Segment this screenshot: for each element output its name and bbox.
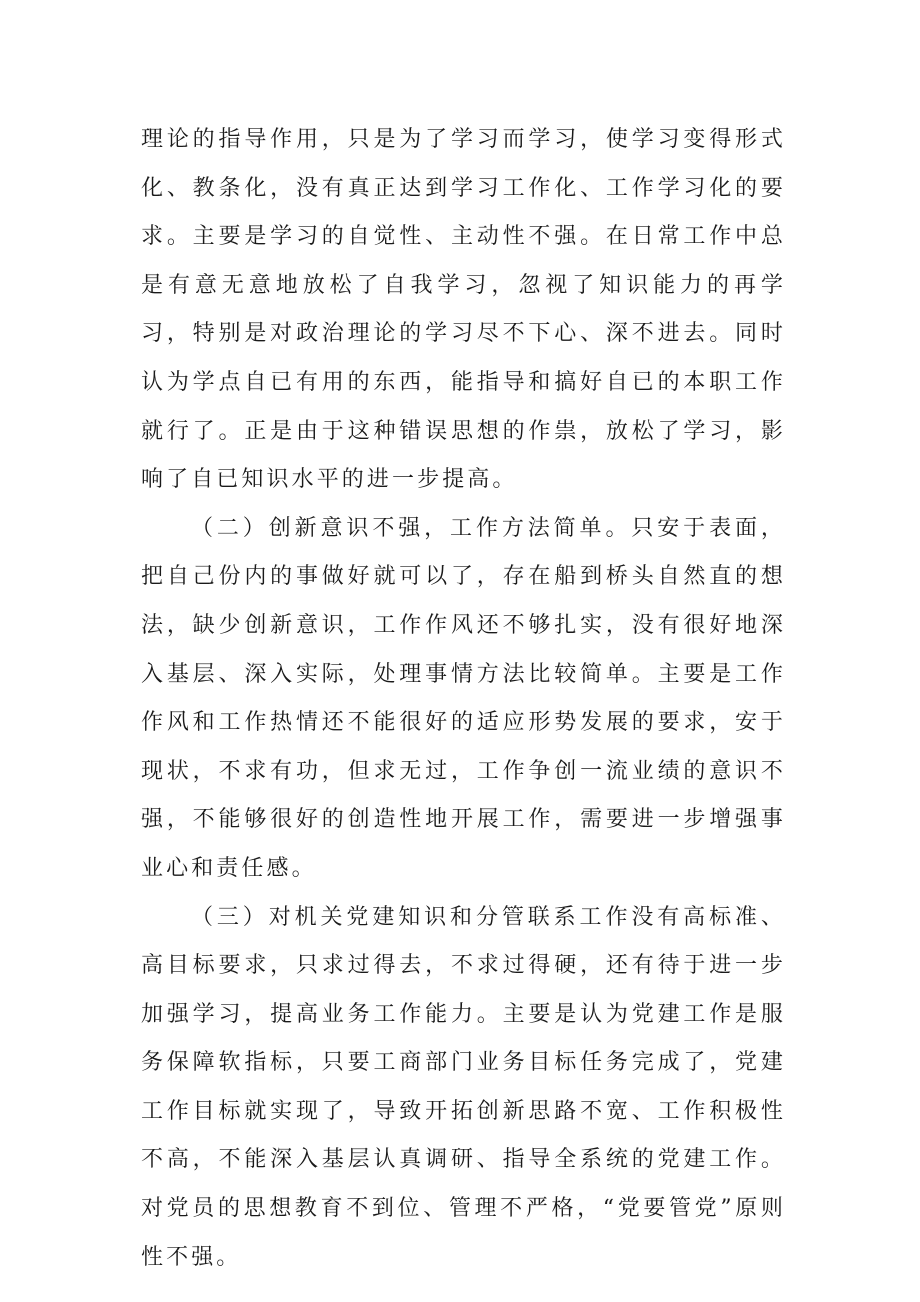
paragraph-point-3: （三）对机关党建知识和分管联系工作没有高标准、高目标要求，只求过得去，不求过得硬，还有待于进一步加强学习，提高业务工作能力。主要是认为党建工作是服务保障软指标，只要工商部门业务目标任务完成了，党建工作目标就实现了，导致开拓创新思路不宽、工作积极性不高，不能深入基层认真调研、指导全系统的党建工作。对党员的思想教育不到位、管理不严格，“党要管党”原则性不强。 xyxy=(141,904,786,1270)
paragraph-continuation: 理论的指导作用，只是为了学习而学习，使学习变得形式化、教条化，没有真正达到学习工作化、工作学习化的要求。主要是学习的自觉性、主动性不强。在日常工作中总是有意无意地放松了自我学习，忽视了知识能力的再学习，特别是对政治理论的学习尽不下心、深不进去。同时认为学点自已有用的东西，能指导和搞好自已的本职工作就行了。正是由于这种错误思想的作祟，放松了学习，影响了自已知识水平的进一步提高。 xyxy=(141,127,786,493)
paragraph-point-2: （二）创新意识不强，工作方法简单。只安于表面，把自己份内的事做好就可以了，存在船到桥头自然直的想法，缺少创新意识，工作作风还不够扎实，没有很好地深入基层、深入实际，处理事情方法比较简单。主要是工作作风和工作热情还不能很好的适应形势发展的要求，安于现状，不求有功，但求无过，工作争创一流业绩的意识不强，不能够很好的创造性地开展工作，需要进一步增强事业心和责任感。 xyxy=(141,515,786,881)
document-page xyxy=(141,116,786,1282)
